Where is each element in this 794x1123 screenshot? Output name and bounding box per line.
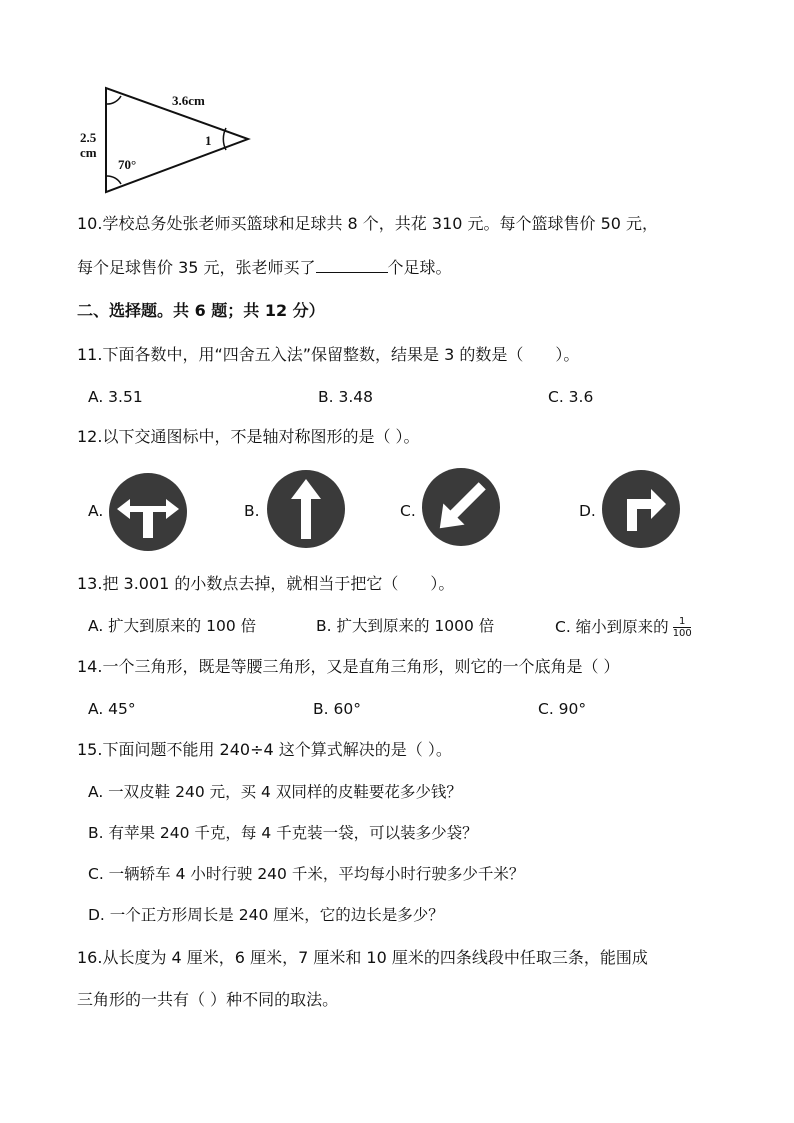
q16-line2: 三角形的一共有（ ）种不同的取法。	[77, 990, 339, 1009]
q12-option-d-label[interactable]: D.	[579, 502, 596, 520]
q13-option-c-text: C. 缩小到原来的	[555, 618, 669, 636]
q15-stem: 15.下面问题不能用 240÷4 这个算式解决的是（ ）。	[77, 740, 452, 759]
triangle-diagram	[74, 84, 264, 196]
q13-option-c[interactable]	[555, 616, 692, 639]
q15-option-d[interactable]: D. 一个正方形周长是 240 厘米，它的边长是多少？	[88, 906, 444, 924]
q14-stem: 14.一个三角形，既是等腰三角形，又是直角三角形，则它的一个底角是（ ）	[77, 657, 620, 676]
q13-option-a[interactable]: A. 扩大到原来的 100 倍	[88, 617, 257, 635]
answer-blank[interactable]	[316, 256, 388, 273]
triangle-side-hyp-label: 3.6cm	[172, 93, 205, 108]
section-title: 二、选择题。共 6 题；共 12 分）	[77, 301, 325, 320]
straight-ahead-sign-icon[interactable]	[266, 469, 346, 553]
q14-option-a[interactable]: A. 45°	[88, 700, 136, 718]
q11-stem: 11.下面各数中，用“四舍五入法”保留整数，结果是 3 的数是（ ）。	[77, 345, 580, 364]
q12-option-b-label[interactable]: B.	[244, 502, 260, 520]
q15-option-c[interactable]: C. 一辆轿车 4 小时行驶 240 千米，平均每小时行驶多少千米？	[88, 865, 525, 883]
triangle-angle-bottom-label: 70°	[118, 157, 137, 172]
q11-option-c[interactable]: C. 3.6	[548, 388, 594, 406]
q15-option-b[interactable]: B. 有苹果 240 千克，每 4 千克装一袋，可以装多少袋？	[88, 824, 478, 842]
triangle-side-left-label-b: cm	[80, 145, 97, 160]
q12-stem: 12.以下交通图标中，不是轴对称图形的是（ ）。	[77, 427, 420, 446]
q14-option-c[interactable]: C. 90°	[538, 700, 587, 718]
turn-left-or-right-sign-icon[interactable]	[108, 472, 188, 556]
q15-option-a[interactable]: A. 一双皮鞋 240 元，买 4 双同样的皮鞋要花多少钱？	[88, 783, 462, 801]
fraction	[673, 616, 692, 639]
q11-option-a[interactable]: A. 3.51	[88, 388, 143, 406]
triangle-figure	[74, 84, 264, 196]
turn-right-sign-icon[interactable]	[601, 469, 681, 553]
fraction-denominator: 100	[672, 628, 692, 639]
q11-option-b[interactable]: B. 3.48	[318, 388, 373, 406]
q13-stem: 13.把 3.001 的小数点去掉，就相当于把它（ ）。	[77, 574, 455, 593]
q10-line2-pre: 每个足球售价 35 元，张老师买了	[77, 258, 316, 277]
keep-left-down-sign-icon[interactable]	[421, 467, 501, 551]
q10-line2	[77, 256, 452, 278]
q14-option-b[interactable]: B. 60°	[313, 700, 361, 718]
q13-option-b[interactable]: B. 扩大到原来的 1000 倍	[316, 617, 495, 635]
q10-line2-post: 个足球。	[387, 258, 452, 277]
triangle-angle-right-label: 1	[205, 133, 212, 148]
triangle-side-left-label-a: 2.5	[80, 130, 97, 145]
q12-option-a-label[interactable]: A.	[88, 502, 104, 520]
q12-option-c-label[interactable]: C.	[400, 502, 416, 520]
q10-line1: 10.学校总务处张老师买篮球和足球共 8 个，共花 310 元。每个篮球售价 50 元，	[77, 214, 659, 233]
fraction-numerator: 1	[679, 616, 686, 627]
q16-line1: 16.从长度为 4 厘米，6 厘米，7 厘米和 10 厘米的四条线段中任取三条，能围成	[77, 948, 648, 967]
